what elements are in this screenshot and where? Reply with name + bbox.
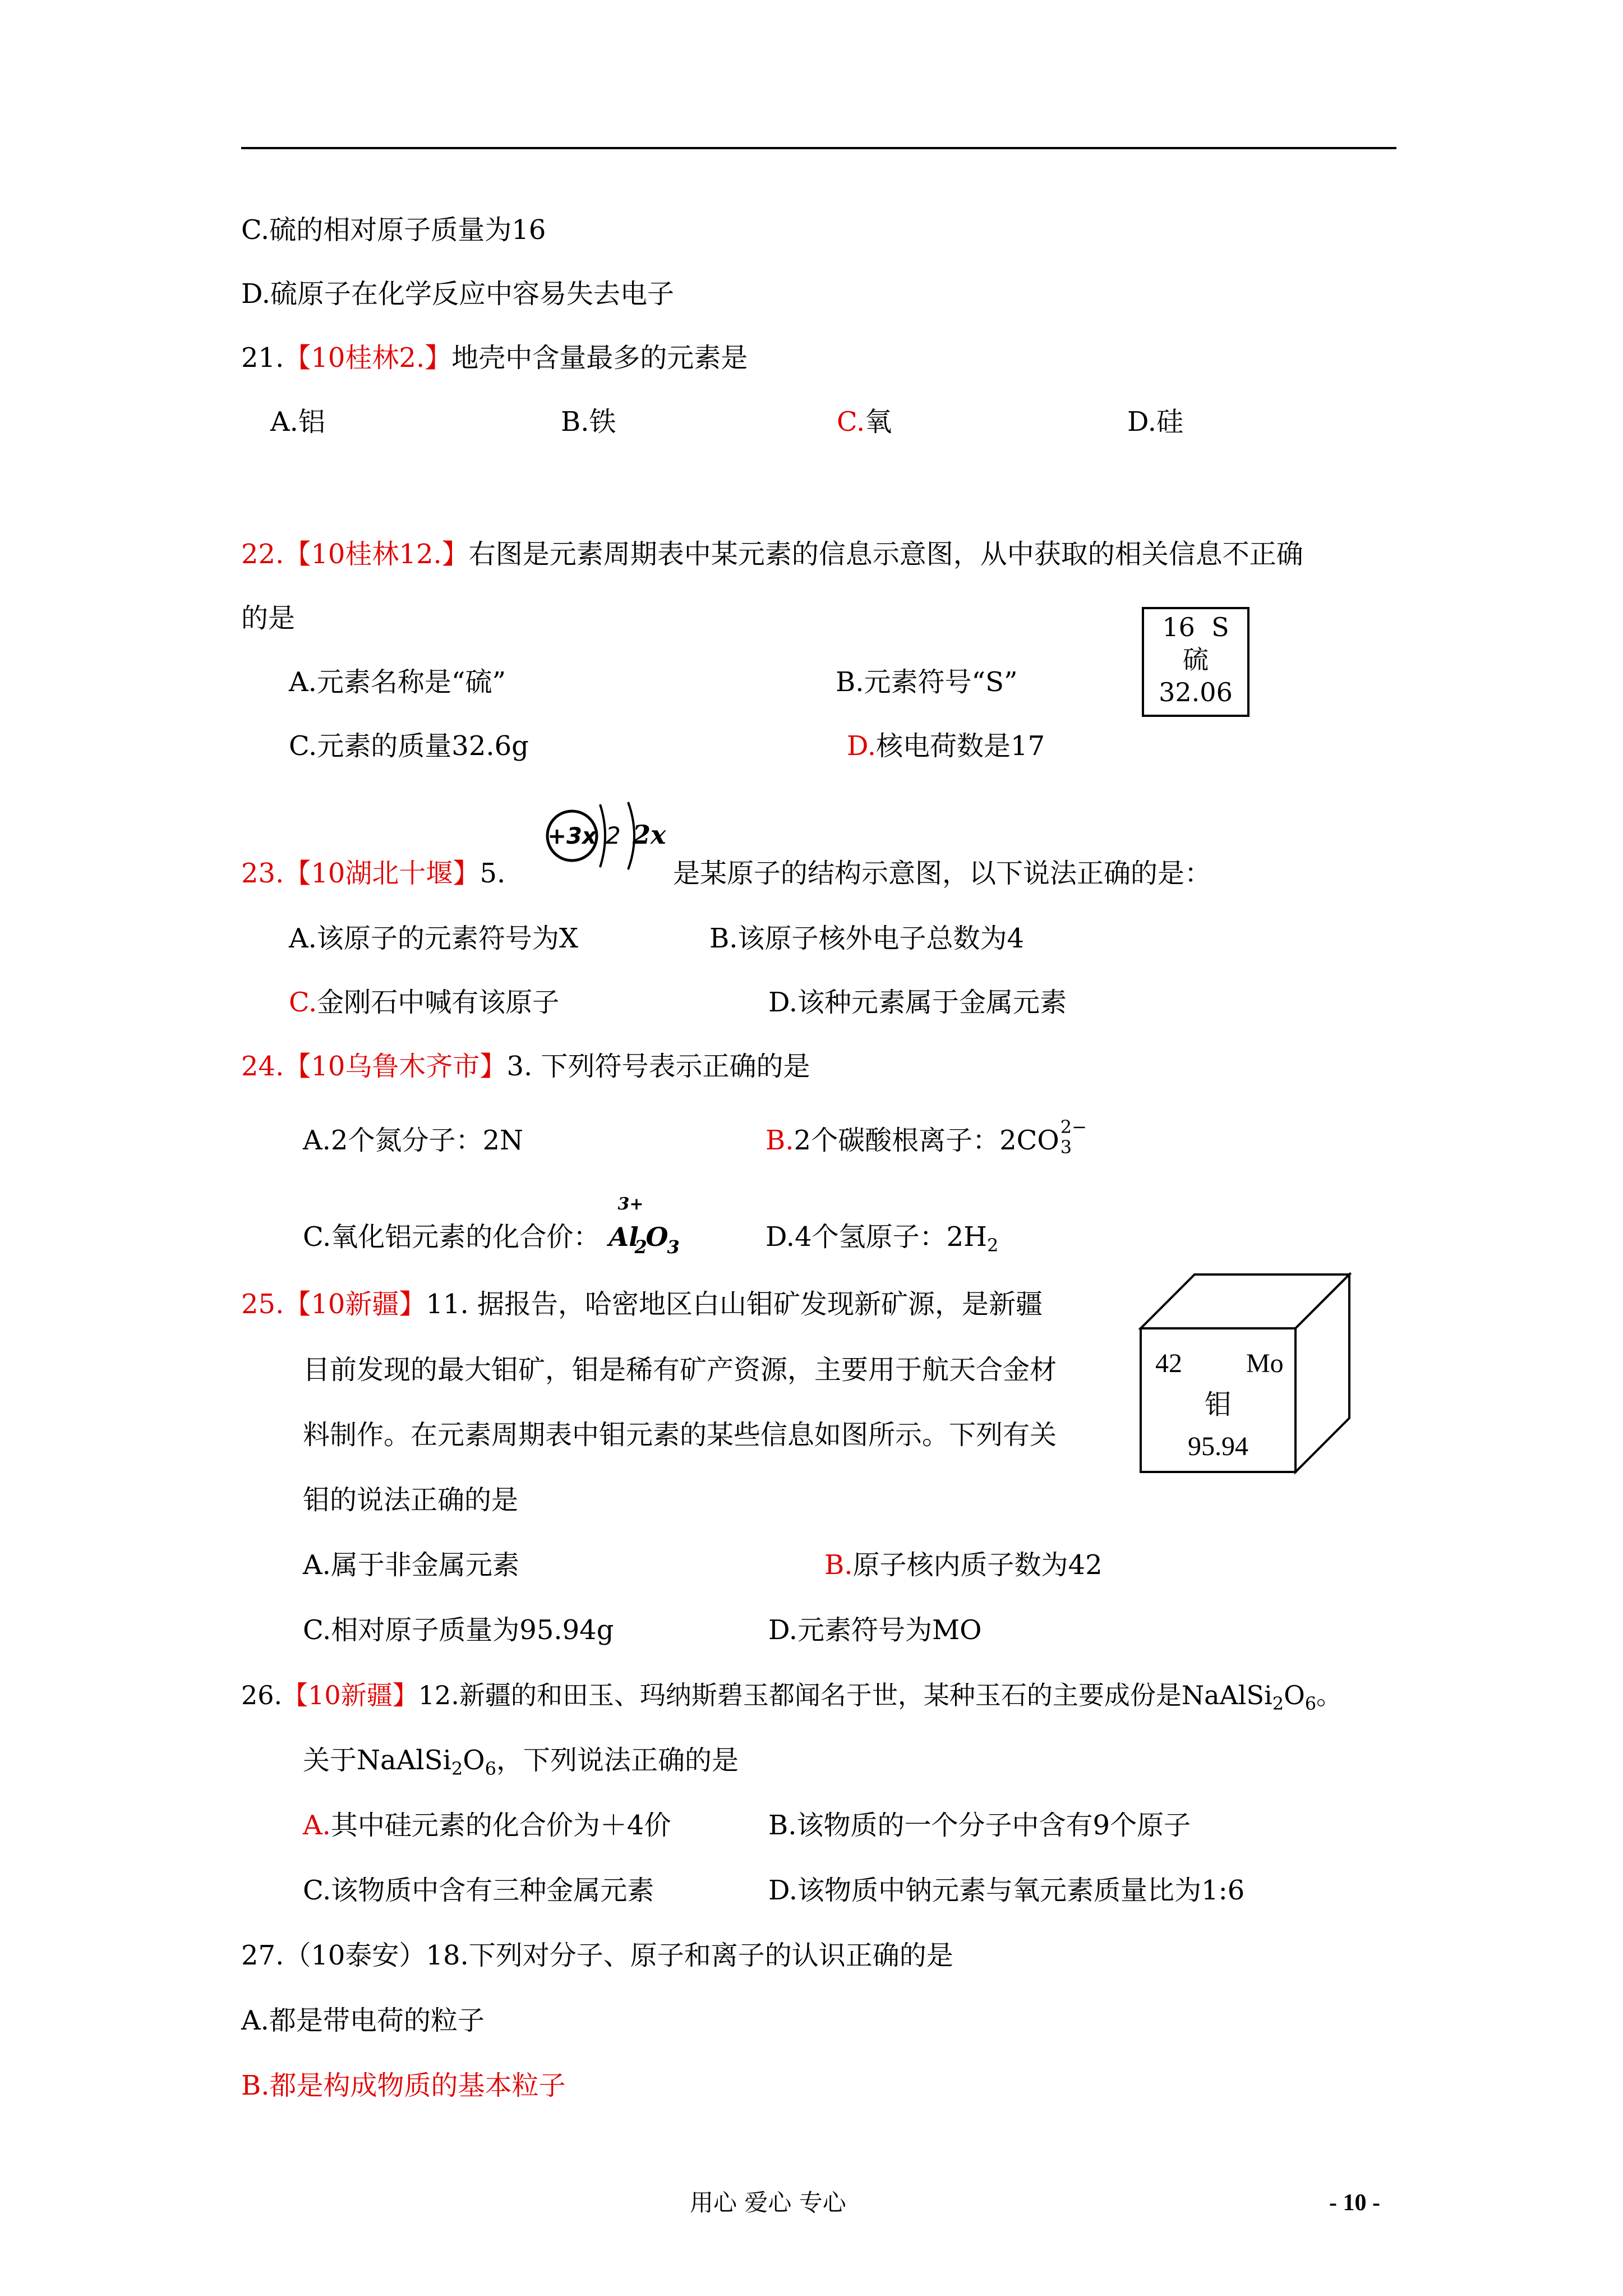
sulfur-mass: 32.06 — [1159, 677, 1233, 707]
q26-sub2: 6 — [1304, 1693, 1317, 1714]
q25-option-c: C.相对原子质量为95.94g — [303, 1614, 614, 1646]
carbonate-charge — [1059, 1116, 1087, 1158]
q23-option-c-text: 金刚石中喊有该原子 — [317, 987, 560, 1018]
q24-stem — [241, 1050, 810, 1083]
q26-option-a — [303, 1809, 671, 1842]
q25-stem-line3: 料制作。在元素周期表中钼元素的某些信息如图所示。下列有关 — [303, 1419, 1057, 1451]
q26-source: 【10新疆】 — [282, 1680, 418, 1710]
q21-option-a: A.铝 — [270, 406, 325, 438]
q22-stem — [241, 537, 1303, 571]
q21-source: 【10桂林2.】 — [284, 342, 452, 374]
q24-option-a: A.2个氮分子：2N — [303, 1125, 524, 1156]
sulfur-name: 硫 — [1183, 645, 1209, 675]
alumina-el2: O — [645, 1222, 668, 1252]
sulfur-symbol: S — [1211, 612, 1229, 642]
atom-structure-diagram — [544, 797, 673, 892]
q26-text: 12.新疆的和田玉、玛纳斯碧玉都闻名于世，某种玉石的主要成份是NaAlSi — [418, 1680, 1272, 1710]
q26-option-d: D.该物质中钠元素与氧元素质量比为1:6 — [768, 1875, 1245, 1906]
q23-option-a: A.该原子的元素符号为X — [289, 923, 579, 954]
q21-text: 地壳中含量最多的元素是 — [451, 342, 748, 374]
carbonate-sub: 3 — [1060, 1137, 1072, 1158]
q24-option-b — [766, 1116, 1087, 1158]
q24-source: 【10乌鲁木齐市】 — [284, 1051, 507, 1082]
q24-text: 3. 下列符号表示正确的是 — [506, 1051, 810, 1082]
mo-name: 钼 — [1204, 1389, 1232, 1420]
q22-option-d-letter: D. — [847, 730, 877, 762]
q21-option-c-text: 氧 — [865, 406, 892, 438]
carbonate-sup: 2− — [1060, 1116, 1087, 1138]
q24-option-c — [303, 1194, 682, 1258]
q26-stem-line2 — [303, 1743, 739, 1786]
q21-option-c — [837, 405, 892, 439]
q22-option-d — [847, 729, 1045, 763]
sulfur-atomic-number: 16 — [1162, 612, 1195, 642]
q25-stem-line2: 目前发现的最大钼矿，钼是稀有矿产资源，主要用于航天合金材 — [303, 1354, 1057, 1386]
q25-option-b-letter: B. — [824, 1549, 853, 1581]
q23-option-d: D.该种元素属于金属元素 — [768, 987, 1067, 1018]
q24-option-d — [766, 1220, 998, 1262]
prev-option-c: C.硫的相对原子质量为16 — [241, 214, 546, 246]
q22-text: 右图是元素周期表中某元素的信息示意图，从中获取的相关信息不正确 — [468, 539, 1303, 570]
q26-number: 26. — [241, 1680, 283, 1710]
q22-option-d-text: 核电荷数是17 — [876, 730, 1045, 762]
q26-text2-o: O — [463, 1745, 485, 1776]
footer-motto: 用心 爱心 专心 — [690, 2189, 846, 2216]
q27-stem: 27.（10泰安）18.下列对分子、原子和离子的认识正确的是 — [241, 1940, 953, 1971]
shell2-electrons: 2x — [633, 820, 666, 850]
q25-option-d: D.元素符号为MO — [768, 1614, 982, 1646]
q26-text2-sub1: 2 — [451, 1758, 463, 1779]
q21-number: 21. — [241, 342, 284, 374]
alumina-n1: 2 — [634, 1236, 647, 1258]
q23-source: 【10湖北十堰】 — [284, 858, 480, 889]
q23-option-c-letter: C. — [289, 987, 317, 1018]
sulfur-element-card — [1142, 607, 1249, 717]
header-rule — [241, 147, 1396, 149]
q21-option-c-letter: C. — [837, 406, 865, 438]
q21-stem — [241, 341, 748, 375]
mo-mass: 95.94 — [1188, 1432, 1248, 1461]
molybdenum-cube-card — [1138, 1267, 1352, 1480]
q23-stem-start — [241, 857, 505, 890]
q26-sub1: 2 — [1272, 1693, 1284, 1714]
q25-option-b-text: 原子核内质子数为42 — [852, 1549, 1103, 1581]
q26-option-a-letter: A. — [303, 1810, 331, 1841]
page-number: - 10 - — [1329, 2190, 1380, 2216]
mo-atomic-number: 42 — [1155, 1349, 1182, 1378]
q25-source: 【10新疆】 — [284, 1289, 426, 1320]
q26-o: O — [1284, 1680, 1305, 1710]
nucleus-label: +3x — [547, 823, 597, 849]
q27-option-a: A.都是带电荷的粒子 — [241, 2005, 485, 2036]
alumina-valence: 3+ — [617, 1194, 644, 1214]
q22-option-c: C.元素的质量32.6g — [289, 730, 529, 762]
q24-option-d-sub: 2 — [986, 1235, 999, 1256]
q24-option-b-text: 2个碳酸根离子：2CO — [794, 1125, 1059, 1156]
q23-number: 23. — [241, 858, 284, 889]
alumina-el1: Al — [608, 1222, 639, 1252]
sulfur-card-top — [1144, 611, 1247, 643]
q22-number: 22. — [241, 539, 284, 570]
q26-text2-sub2: 6 — [485, 1758, 496, 1779]
q25-stem-line1 — [241, 1287, 1043, 1321]
q26-option-c: C.该物质中含有三种金属元素 — [303, 1875, 654, 1906]
q23-option-b: B.该原子核外电子总数为4 — [709, 923, 1025, 954]
q26-stem-line1 — [241, 1678, 1342, 1720]
q26-option-b: B.该物质的一个分子中含有9个原子 — [768, 1810, 1191, 1841]
prev-option-d: D.硫原子在化学反应中容易失去电子 — [241, 278, 675, 310]
q25-option-b — [824, 1548, 1103, 1582]
q23-option-c — [289, 986, 559, 1019]
q26-end: 。 — [1316, 1680, 1343, 1710]
q26-option-a-text: 其中硅元素的化合价为＋4价 — [330, 1810, 671, 1841]
q24-option-b-letter: B. — [766, 1125, 794, 1156]
q22-stem-cont: 的是 — [241, 602, 296, 634]
alumina-n2: 3 — [667, 1236, 680, 1258]
q25-number: 25. — [241, 1289, 284, 1320]
shell1-electrons: 2 — [606, 822, 621, 849]
q22-option-a: A.元素名称是“硫” — [289, 666, 506, 698]
q26-text2: 关于NaAlSi — [303, 1745, 451, 1776]
mo-symbol: Mo — [1246, 1349, 1284, 1378]
q22-option-b: B.元素符号“S” — [836, 666, 1018, 698]
q25-stem-line4: 钼的说法正确的是 — [303, 1484, 519, 1516]
q26-text2-end: ，下列说法正确的是 — [496, 1745, 739, 1776]
q24-option-d-text: D.4个氢原子：2H — [766, 1221, 987, 1253]
q21-option-d: D.硅 — [1127, 406, 1184, 438]
q25-option-a: A.属于非金属元素 — [303, 1549, 519, 1581]
q24-number: 24. — [241, 1051, 284, 1082]
q23-index: 5. — [479, 858, 506, 889]
q22-source: 【10桂林12.】 — [284, 539, 469, 570]
q27-option-b: B.都是构成物质的基本粒子 — [241, 2070, 566, 2101]
q25-text: 11. 据报告，哈密地区白山钼矿发现新矿源，是新疆 — [426, 1289, 1043, 1320]
q24-option-c-text: C.氧化铝元素的化合价： — [303, 1221, 601, 1253]
q21-option-b: B.铁 — [561, 406, 616, 438]
alumina-formula — [608, 1194, 682, 1258]
q23-stem: 是某原子的结构示意图，以下说法正确的是： — [673, 858, 1212, 889]
